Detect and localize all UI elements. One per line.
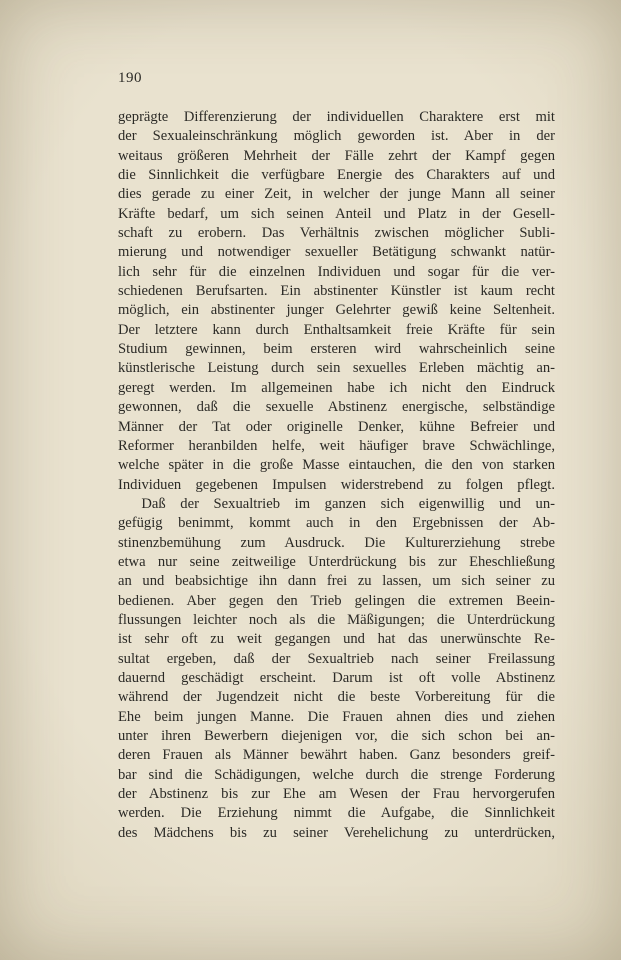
text-line: Der letztere kann durch Enthaltsamkeit freie Kräfte für sein	[118, 321, 555, 338]
text-line: Reformer heranbilden helfe, weit häufiger brave Schwächlinge,	[118, 437, 555, 454]
text-line: Daß der Sexualtrieb im ganzen sich eigenwillig und un-	[141, 495, 555, 512]
text-line: dies gerade zu einer Zeit, in welcher der junge Mann all seiner	[118, 186, 555, 203]
text-line: flussungen leichter noch als die Mäßigungen; die Unterdrückung	[118, 611, 555, 628]
text-line: Studium gewinnen, beim ersteren wird wahrscheinlich seine	[118, 341, 555, 358]
text-line: ist sehr oft zu weit gegangen und hat das unerwünschte Re-	[118, 631, 555, 648]
text-line: gefügig benimmt, kommt auch in den Ergebnissen der Ab-	[118, 515, 555, 532]
text-line: unter ihren Bewerbern diejenigen vor, die sich schon bei an-	[118, 728, 555, 744]
text-line: etwa nur seine zeitweilige Unterdrückung bis zur Eheschließung	[118, 553, 555, 570]
text-block	[118, 108, 555, 843]
text-line: künstlerische Leistung durch sein sexuelles Erleben mächtig an-	[118, 360, 555, 377]
text-line: der Abstinenz bis zur Ehe am Wesen der Frau hervorgerufen	[118, 786, 555, 803]
page-number: 190	[118, 70, 142, 86]
text-line: dauernd geschädigt erscheint. Darum ist oft volle Abstinenz	[118, 669, 555, 686]
text-line: schaft zu erobern. Das Verhältnis zwischen möglicher Subli-	[118, 225, 555, 242]
text-line: weitaus größeren Mehrheit der Fälle zehrt der Kampf gegen	[118, 147, 555, 164]
text-line: möglich, ein abstinenter junger Gelehrter gewiß keine Seltenheit.	[118, 302, 555, 319]
text-line: bedienen. Aber gegen den Trieb gelingen die extremen Beein-	[118, 592, 555, 609]
text-line: der Sexualeinschränkung möglich geworden ist. Aber in der	[118, 128, 555, 145]
text-line: des Mädchens bis zu seiner Verehelichung zu unterdrücken,	[118, 824, 555, 841]
text-line: welche später in die große Masse eintauchen, die den von starken	[118, 457, 555, 474]
text-line: lich sehr für die einzelnen Individuen und sogar für die ver-	[118, 263, 555, 280]
text-line: gewonnen, daß die sexuelle Abstinenz energische, selbständige	[118, 399, 555, 416]
text-line: geregt werden. Im allgemeinen habe ich nicht den Eindruck	[118, 379, 555, 396]
text-line: Kräfte bedarf, um sich seinen Anteil und Platz in der Gesell-	[118, 205, 555, 222]
text-line: während der Jugendzeit nicht die beste Vorbereitung für die	[118, 689, 555, 706]
text-line: deren Frauen als Männer bewährt haben. Ganz besonders greif-	[118, 747, 555, 764]
text-line: Ehe beim jungen Manne. Die Frauen ahnen dies und ziehen	[118, 708, 555, 725]
text-line: werden. Die Erziehung nimmt die Aufgabe, die Sinnlichkeit	[118, 805, 555, 822]
paragraph-2	[118, 495, 555, 843]
text-line: mierung und notwendiger sexueller Betätigung schwankt natür-	[118, 244, 555, 261]
text-line: Individuen gegebenen Impulsen widerstrebend zu folgen pflegt.	[118, 476, 555, 493]
text-line: schiedenen Berufsarten. Ein abstinenter Künstler ist kaum recht	[118, 283, 555, 300]
text-line: stinenzbemühung zum Ausdruck. Die Kulturerziehung strebe	[118, 534, 555, 551]
text-line: bar sind die Schädigungen, welche durch die strenge Forderung	[118, 766, 555, 783]
paragraph-1	[118, 108, 555, 495]
text-line: Männer der Tat oder originelle Denker, kühne Befreier und	[118, 418, 555, 435]
text-line: die Sinnlichkeit die verfügbare Energie des Charakters auf und	[118, 167, 555, 184]
text-line: an und beabsichtige ihn dann frei zu lassen, um sich seiner zu	[118, 573, 555, 590]
text-line: geprägte Differenzierung der individuellen Charaktere erst mit	[118, 109, 555, 125]
text-line: sultat ergeben, daß der Sexualtrieb nach seiner Freilassung	[118, 650, 555, 667]
